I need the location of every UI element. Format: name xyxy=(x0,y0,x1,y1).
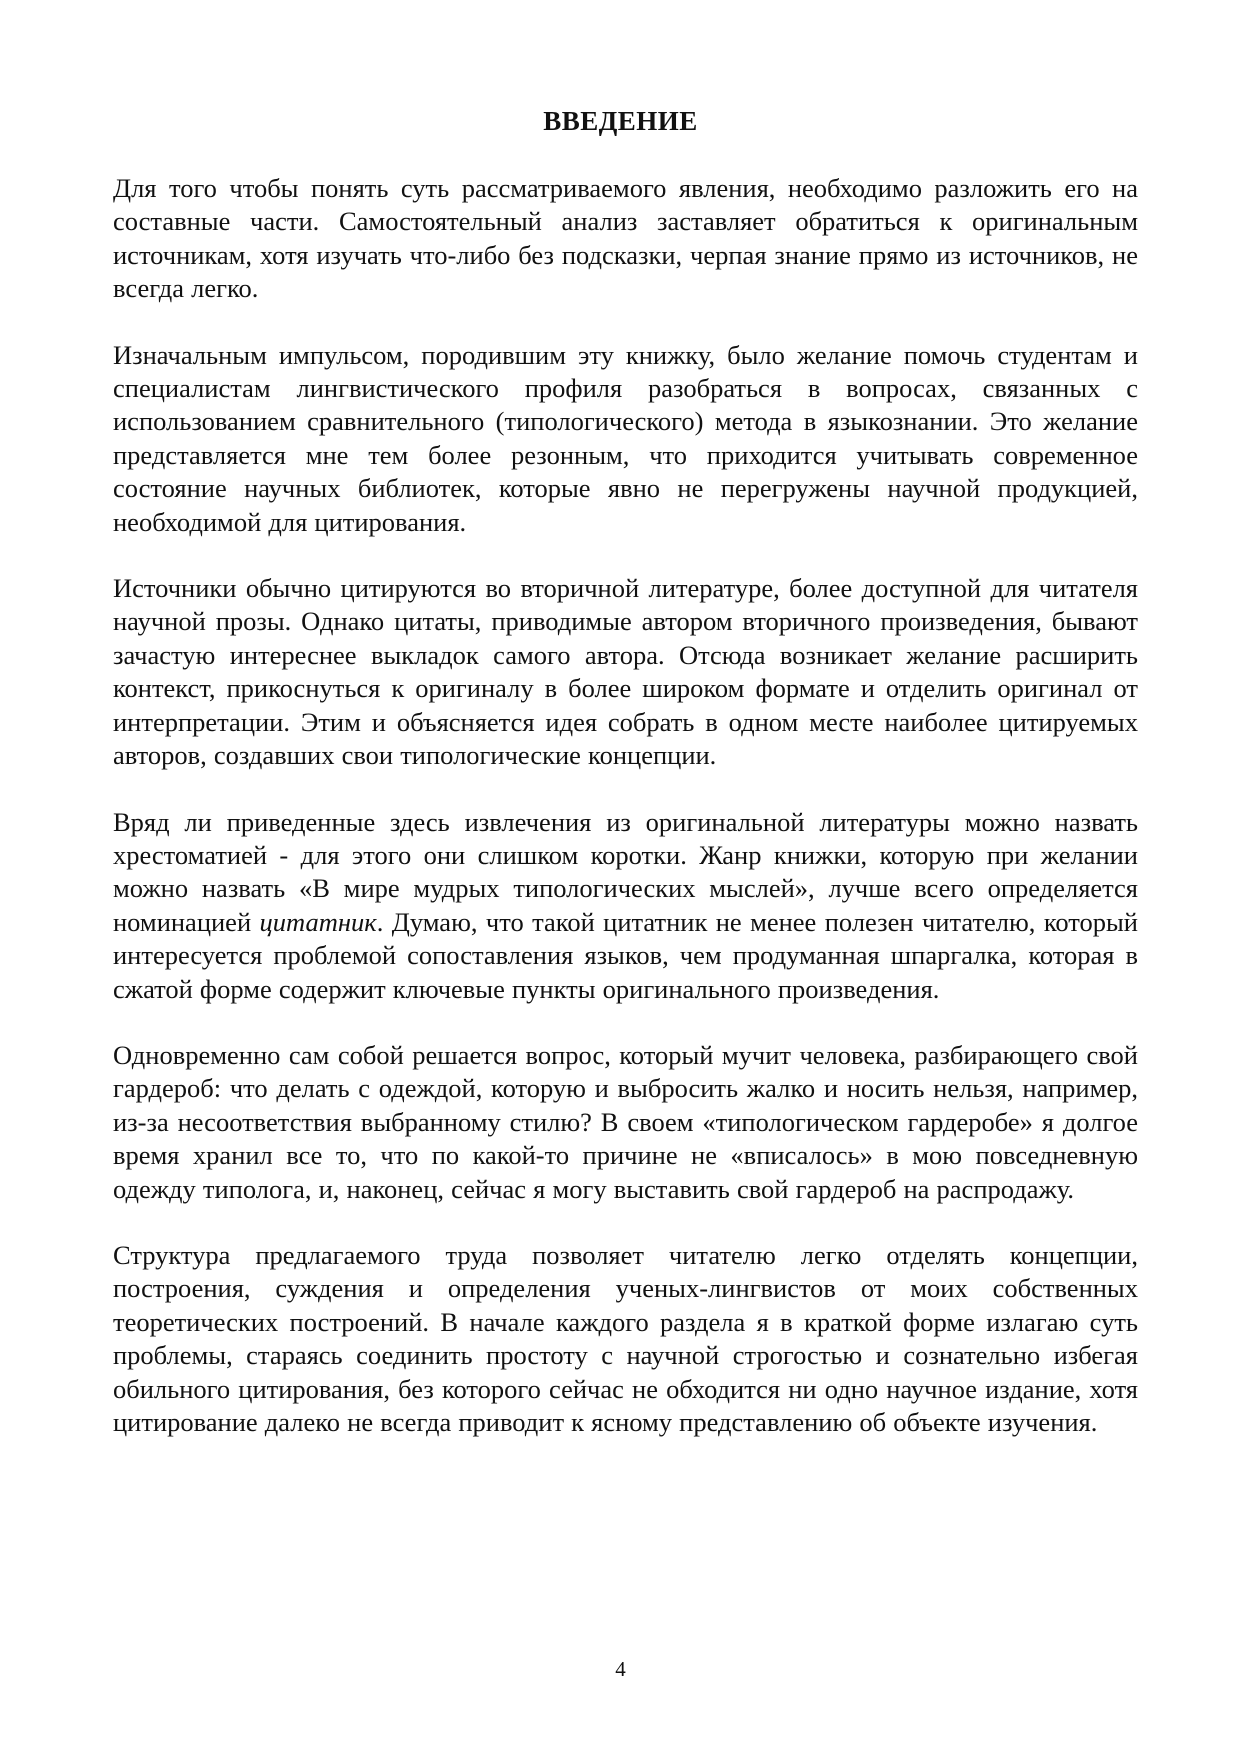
paragraph-4-text-after: . Думаю, что такой цитатник не менее полезен читателю, который интересуется проблемой сопоставления языков, чем продуманная шпаргалка, которая в сжатой форме содержит ключевые пункты оригинального произведения. xyxy=(113,906,1138,1004)
page-number: 4 xyxy=(615,1657,626,1681)
page-title: ВВЕДЕНИЕ xyxy=(543,106,698,136)
paragraph-2: Изначальным импульсом, породившим эту книжку, было желание помочь студентам и специалистам лингвистического профиля разобраться в вопросах, связанных с использованием сравнительного (типологического) метода в языкознании. Это желание представляется мне тем более резонным, что приходится учитывать современное состояние научных библиотек, которые явно не перегружены научной продукцией, необходимой для цитирования. xyxy=(113,339,1138,537)
paragraph-6: Структура предлагаемого труда позволяет читателю легко отделять концепции, построения, суждения и определения ученых-лингвистов от моих собственных теоретических построений. В начале каждого раздела я в краткой форме излагаю суть проблемы, стараясь соединить простоту с научной строгостью и сознательно избегая обильного цитирования, без которого сейчас не обходится ни одно научное издание, хотя цитирование далеко не всегда приводит к ясному представлению об объекте изучения. xyxy=(113,1239,1138,1437)
paragraph-4-emphasis: цитатник xyxy=(259,906,377,937)
paragraph-4-text-before: Вряд ли приведенные здесь извлечения из оригинальной литературы можно назвать хрестоматией - для этого они слишком коротки. Жанр книжки, которую при желании можно назвать «В мире мудрых типологических мыслей», лучше всего определяется номинацией xyxy=(113,806,1138,937)
paragraph-4 xyxy=(113,806,1138,1006)
body-text xyxy=(113,172,1138,1472)
paragraph-5: Одновременно сам собой решается вопрос, который мучит человека, разбирающего свой гардероб: что делать с одеждой, которую и выбросить жалко и носить нельзя, например, из-за несоответствия выбранному стилю? В своем «типологическом гардеробе» я долгое время хранил все то, что по какой-то причине не «вписалось» в мою повседневную одежду типолога, и, наконец, сейчас я могу выставить свой гардероб на распродажу. xyxy=(113,1039,1138,1204)
paragraph-3: Источники обычно цитируются во вторичной литературе, более доступной для читателя научной прозы. Однако цитаты, приводимые автором вторичного произведения, бывают зачастую интереснее выкладок самого автора. Отсюда возникает желание расширить контекст, прикоснуться к оригиналу в более широком формате и отделить оригинал от интерпретации. Этим и объясняется идея собрать в одном месте наиболее цитируемых авторов, создавших свои типологические концепции. xyxy=(113,573,1138,771)
paragraph-1: Для того чтобы понять суть рассматриваемого явления, необходимо разложить его на составные части. Самостоятельный анализ заставляет обратиться к оригинальным источникам, хотя изучать что-либо без подсказки, черпая знание прямо из источников, не всегда легко. xyxy=(113,173,1138,304)
